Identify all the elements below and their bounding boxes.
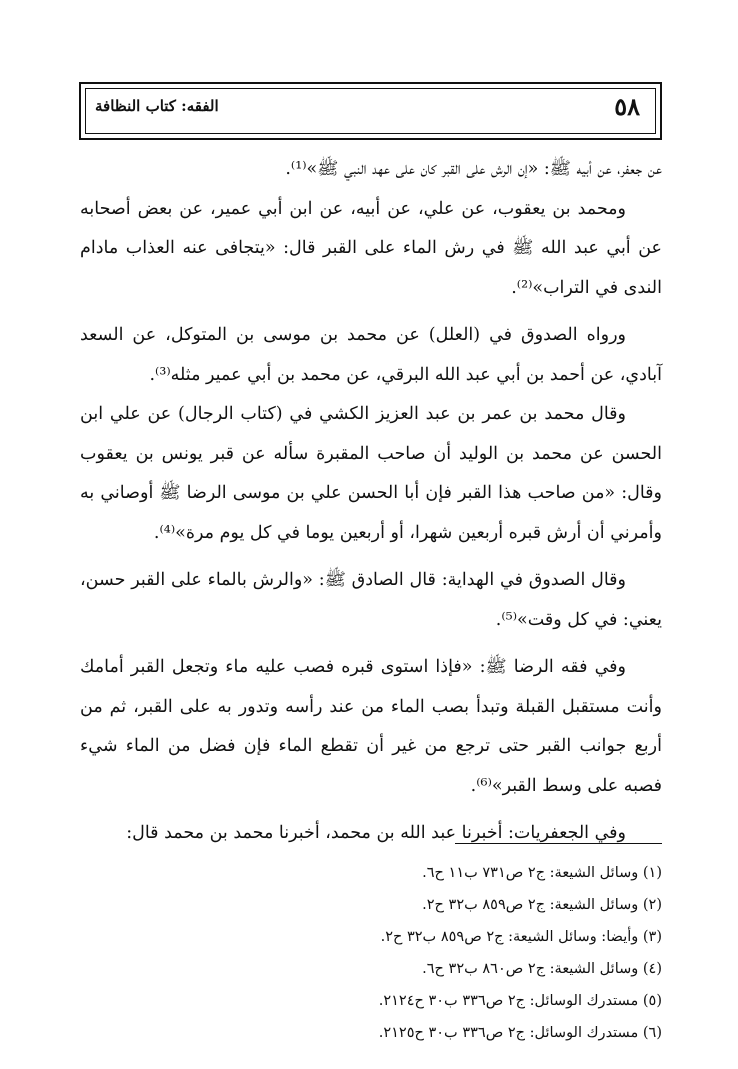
footnote: (٥) مستدرك الوسائل: ج٢ ص٣٣٦ ب٣٠ ح٢١٢٤. xyxy=(378,993,662,1009)
footnote: (٦) مستدرك الوسائل: ج٢ ص٣٣٦ ب٣٠ ح٢١٢٥. xyxy=(378,1025,662,1041)
footnote: (١) وسائل الشيعة: ج٢ ص٧٣١ ب١١ ح٦. xyxy=(422,865,662,881)
main-text xyxy=(80,150,662,854)
footnote-separator xyxy=(455,843,662,844)
paragraph: ومحمد بن يعقوب، عن علي، عن أبيه، عن ابن أبي عمير، عن بعض أصحابه عن أبي عبد الله ﷺ في رش الماء على القبر قال: «يتجافى عنه العذاب مادام الندى في التراب»⁽²⁾. xyxy=(80,198,662,298)
paragraph: وقال الصدوق في الهداية: قال الصادق ﷺ: «والرش بالماء على القبر حسن، يعني: في كل وقت»⁽⁵⁾. xyxy=(80,570,662,630)
paragraph: وقال محمد بن عمر بن عبد العزيز الكشي في (كتاب الرجال) عن علي ابن الحسن عن محمد بن الوليد أن صاحب المقبرة سأله عن قبر يونس بن يعقوب وقال: «من صاحب هذا القبر فإن أبا الحسن علي بن موسى الرضا ﷺ أوصاني به وأمرني أن أرش قبره أربعين شهرا، أو أربعين يوما في كل يوم مرة»⁽⁴⁾. xyxy=(80,404,662,543)
running-title: الفقه: كتاب النظافة xyxy=(95,97,219,115)
page-number: ٥٨ xyxy=(614,92,640,121)
footnotes xyxy=(80,857,662,1049)
footnote: (٢) وسائل الشيعة: ج٢ ص٨٥٩ ب٣٢ ح٢. xyxy=(422,897,662,913)
paragraph: وفي الجعفريات: أخبرنا عبد الله بن محمد، أخبرنا محمد بن محمد قال: xyxy=(126,823,626,843)
paragraph: وفي فقه الرضا ﷺ: «فإذا استوى قبره فصب عليه ماء وتجعل القبر أمامك وأنت مستقبل القبلة وتبدأ بصب الماء من عند رأسه وتدور به على القبر، ثم من أربع جوانب القبر حتى ترجع من غير أن تقطع الماء فإن فضل من الماء شيء فصبه على وسط القبر»⁽⁶⁾. xyxy=(80,657,662,796)
footnote: (٤) وسائل الشيعة: ج٢ ص٨٦٠ ب٣٢ ح٦. xyxy=(422,961,662,977)
paragraph: عن جعفر، عن أبيه ﷺ: «إن الرش على القبر كان على عهد النبي ﷺ»⁽¹⁾. xyxy=(285,159,662,179)
paragraph: ورواه الصدوق في (العلل) عن محمد بن موسى بن المتوكل، عن السعد آبادي، عن أحمد بن أبي عبد الله البرقي، عن محمد بن أبي عمير مثله⁽³⁾. xyxy=(80,325,662,385)
footnote: (٣) وأيضا: وسائل الشيعة: ج٢ ص٨٥٩ ب٣٢ ح٢. xyxy=(380,929,662,945)
page-header xyxy=(79,82,662,140)
